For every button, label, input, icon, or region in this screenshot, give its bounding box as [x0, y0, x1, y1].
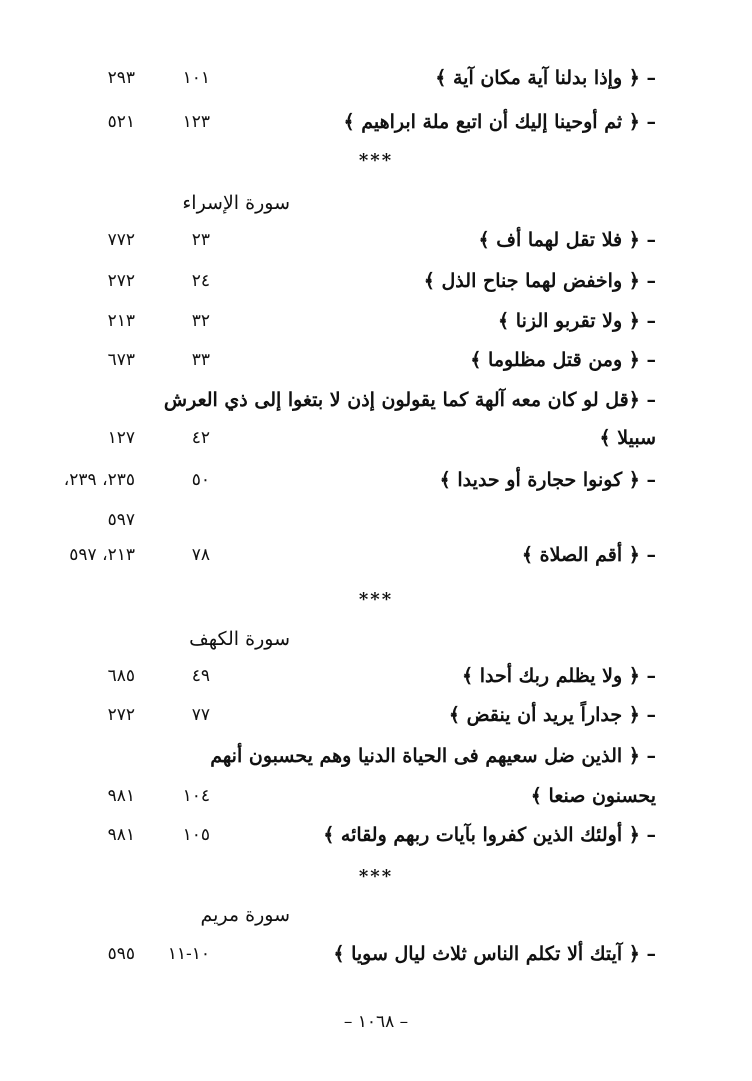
verse-text: – ﴿ ثم أوحينا إليك أن اتبع ملة ابراهيم ﴾	[343, 111, 656, 133]
index-entry	[0, 656, 752, 696]
page-references: ٧٧٢	[107, 230, 135, 250]
index-entry	[0, 934, 752, 974]
ayah-number: ٤٩	[191, 666, 210, 686]
index-entry	[0, 58, 752, 98]
page-references: ٦٧٣	[107, 350, 135, 370]
page-references: ٢٩٣	[107, 68, 135, 88]
section-separator: ***	[358, 589, 394, 610]
verse-text: – ﴿ الذين ضل سعيهم فى الحياة الدنيا وهم يحسبون أنهم	[210, 745, 656, 767]
index-entry	[0, 418, 752, 458]
ayah-number: ٧٧	[191, 705, 210, 725]
ayah-number: ٣٣	[191, 350, 210, 370]
page-references: ٢١٣، ٥٩٧	[69, 545, 135, 565]
page-references: ٥٢١	[107, 112, 135, 132]
index-entry	[0, 261, 752, 301]
section-separator: ***	[358, 866, 394, 887]
section-separator: ***	[358, 150, 394, 171]
ayah-number: ٤٢	[191, 428, 210, 448]
ayah-number: ٥٠	[191, 470, 210, 490]
index-entry	[0, 776, 752, 816]
verse-text: – ﴿ جداراً يريد أن ينقض ﴾	[448, 704, 656, 726]
page-references: ٩٨١	[107, 825, 135, 845]
ayah-number: ١٠١	[182, 68, 210, 88]
index-entry	[0, 535, 752, 575]
verse-text: – ﴿ ولا تقربو الزنا ﴾	[498, 310, 656, 332]
verse-text: – ﴿ ومن قتل مظلوما ﴾	[470, 349, 656, 371]
page-references: ٩٨١	[107, 786, 135, 806]
surah-title: سورة الكهف	[189, 628, 290, 650]
ayah-number: ٧٨	[191, 545, 210, 565]
ayah-number: ١٠-١١	[167, 944, 210, 964]
index-entry	[0, 460, 752, 500]
page-references: ١٢٧	[107, 428, 135, 448]
ayah-number: ٢٤	[191, 271, 210, 291]
ayah-number: ٢٣	[191, 230, 210, 250]
page-references: ٦٨٥	[107, 666, 135, 686]
verse-text: – ﴿ أقم الصلاة ﴾	[521, 544, 656, 566]
verse-text: – ﴿ واخفض لهما جناح الذل ﴾	[423, 270, 656, 292]
index-entry	[0, 301, 752, 341]
index-entry	[0, 695, 752, 735]
index-entry-line	[0, 380, 752, 420]
verse-text: – ﴿ ولا يظلم ربك أحدا ﴾	[461, 665, 656, 687]
page-references: ٢٧٢	[107, 705, 135, 725]
ayah-number: ١٢٣	[182, 112, 210, 132]
verse-text: – ﴿ فلا تقل لهما أف ﴾	[478, 229, 656, 251]
ayah-number: ٣٢	[191, 311, 210, 331]
verse-text: – ﴿قل لو كان معه آلهة كما يقولون إذن لا بتغوا إلى ذي العرش	[163, 389, 656, 411]
index-entry-line	[0, 736, 752, 776]
verse-text: – ﴿ آيتك ألا تكلم الناس ثلاث ليال سويا ﴾	[333, 943, 656, 965]
ayah-number: ١٠٤	[182, 786, 210, 806]
ayah-number: ١٠٥	[182, 825, 210, 845]
index-entry	[0, 102, 752, 142]
verse-text-continuation: سبيلا ﴾	[599, 427, 656, 449]
index-entry	[0, 340, 752, 380]
page-references: ٢٧٢	[107, 271, 135, 291]
index-entry	[0, 220, 752, 260]
verse-text: – ﴿ وإذا بدلنا آية مكان آية ﴾	[435, 67, 656, 89]
page-references-continuation: ٥٩٧	[107, 510, 135, 530]
verse-text: – ﴿ أولئك الذين كفروا بآيات ربهم ولقائه ﴾	[323, 824, 656, 846]
page-references: ٢٣٥، ٢٣٩،	[63, 470, 135, 490]
verse-text-continuation: يحسنون صنعا ﴾	[530, 785, 656, 807]
verse-text: – ﴿ كونوا حجارة أو حديدا ﴾	[439, 469, 656, 491]
page-references: ٥٩٥	[107, 944, 135, 964]
surah-title: سورة الإسراء	[182, 192, 290, 214]
index-entry-line	[0, 500, 752, 540]
page-number: – ١٠٦٨ –	[343, 1012, 409, 1032]
index-entry	[0, 815, 752, 855]
surah-title: سورة مريم	[200, 904, 290, 926]
page-references: ٢١٣	[107, 311, 135, 331]
